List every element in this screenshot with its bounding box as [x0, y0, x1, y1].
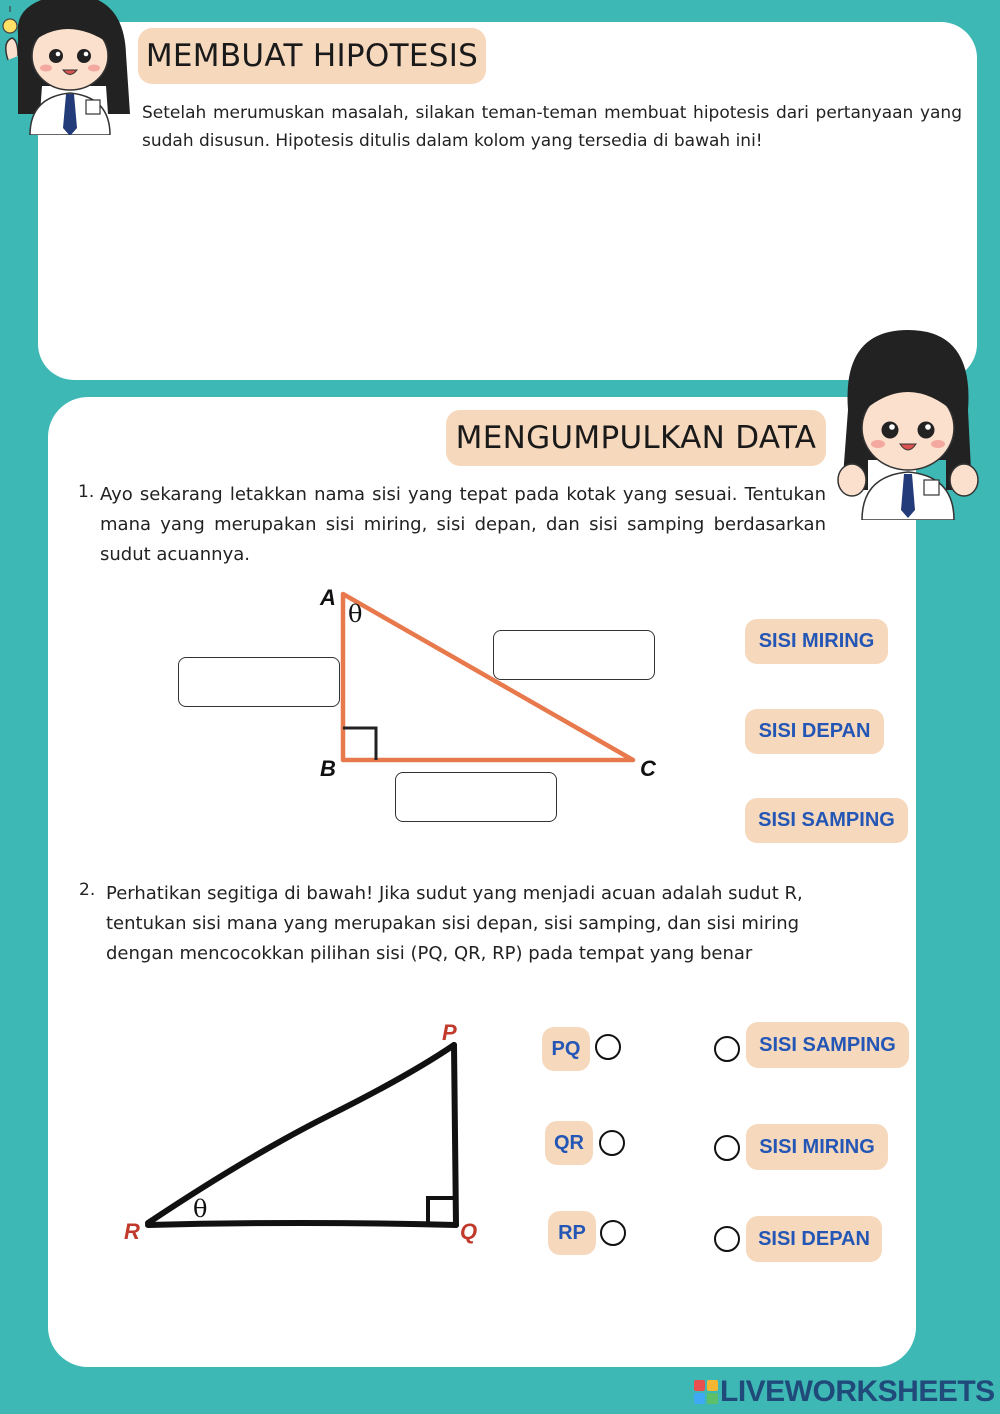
liveworksheets-brand	[694, 1374, 995, 1409]
match-item-rp[interactable]: RP	[548, 1211, 596, 1255]
match-dot-sisi-depan[interactable]	[714, 1226, 740, 1252]
question-1-number: 1.	[78, 482, 95, 502]
match-dot-rp[interactable]	[600, 1220, 626, 1246]
vertex-label-a: A	[320, 585, 336, 610]
match-dot-qr[interactable]	[599, 1130, 625, 1156]
answer-box-side-ab[interactable]	[178, 657, 340, 707]
question-1-text: Ayo sekarang letakkan nama sisi yang tepat pada kotak yang sesuai. Tentukan mana yang merupakan sisi miring, sisi depan, dan sisi samping berdasarkan sudut acuannya.	[100, 484, 826, 565]
student-girl-cheering-illustration	[832, 330, 982, 520]
vertex-label-r: R	[124, 1219, 140, 1244]
match-item-pq[interactable]: PQ	[542, 1027, 590, 1071]
student-girl-pointing-illustration	[0, 0, 140, 135]
option-chip-sisi-samping[interactable]: SISI SAMPING	[745, 798, 908, 843]
answer-box-side-ac[interactable]	[493, 630, 655, 680]
option-chip-sisi-miring[interactable]: SISI MIRING	[745, 619, 888, 664]
match-dot-pq[interactable]	[595, 1034, 621, 1060]
hypothesis-instructions: Setelah merumuskan masalah, silakan teman-teman membuat hipotesis dari pertanyaan yang sudah disusun. Hipotesis ditulis dalam kolom yang tersedia di bawah ini!	[142, 103, 962, 151]
match-dot-sisi-miring[interactable]	[714, 1135, 740, 1161]
right-triangle-pqr	[130, 1025, 480, 1245]
liveworksheets-wordmark: LIVEWORKSHEETS	[720, 1375, 995, 1409]
theta-symbol-r: θ	[193, 1195, 208, 1223]
vertex-label-b: B	[320, 756, 336, 781]
question-2-number: 2.	[79, 880, 96, 900]
vertex-label-c: C	[640, 756, 656, 781]
vertex-label-p: P	[442, 1020, 457, 1045]
membuat-hipotesis-heading: MEMBUAT HIPOTESIS	[138, 28, 486, 84]
option-chip-sisi-depan[interactable]: SISI DEPAN	[745, 709, 884, 754]
theta-symbol: θ	[348, 600, 363, 628]
match-item-qr[interactable]: QR	[545, 1121, 593, 1165]
match-item-sisi-miring[interactable]: SISI MIRING	[746, 1124, 888, 1170]
match-item-sisi-samping[interactable]: SISI SAMPING	[746, 1022, 909, 1068]
mengumpulkan-data-heading: MENGUMPULKAN DATA	[446, 410, 826, 466]
vertex-label-q: Q	[460, 1219, 478, 1244]
answer-box-side-bc[interactable]	[395, 772, 557, 822]
match-dot-sisi-samping[interactable]	[714, 1036, 740, 1062]
right-triangle-abc	[320, 585, 670, 785]
question-2-text: Perhatikan segitiga di bawah! Jika sudut yang menjadi acuan adalah sudut R, tentukan sisi mana yang merupakan sisi depan, sisi samping, dan sisi miring dengan mencocokkan pilihan sisi (PQ, QR, RP) pada tempat yang benar	[106, 883, 803, 964]
match-item-sisi-depan[interactable]: SISI DEPAN	[746, 1216, 882, 1262]
liveworksheets-logo-icon	[694, 1380, 718, 1404]
